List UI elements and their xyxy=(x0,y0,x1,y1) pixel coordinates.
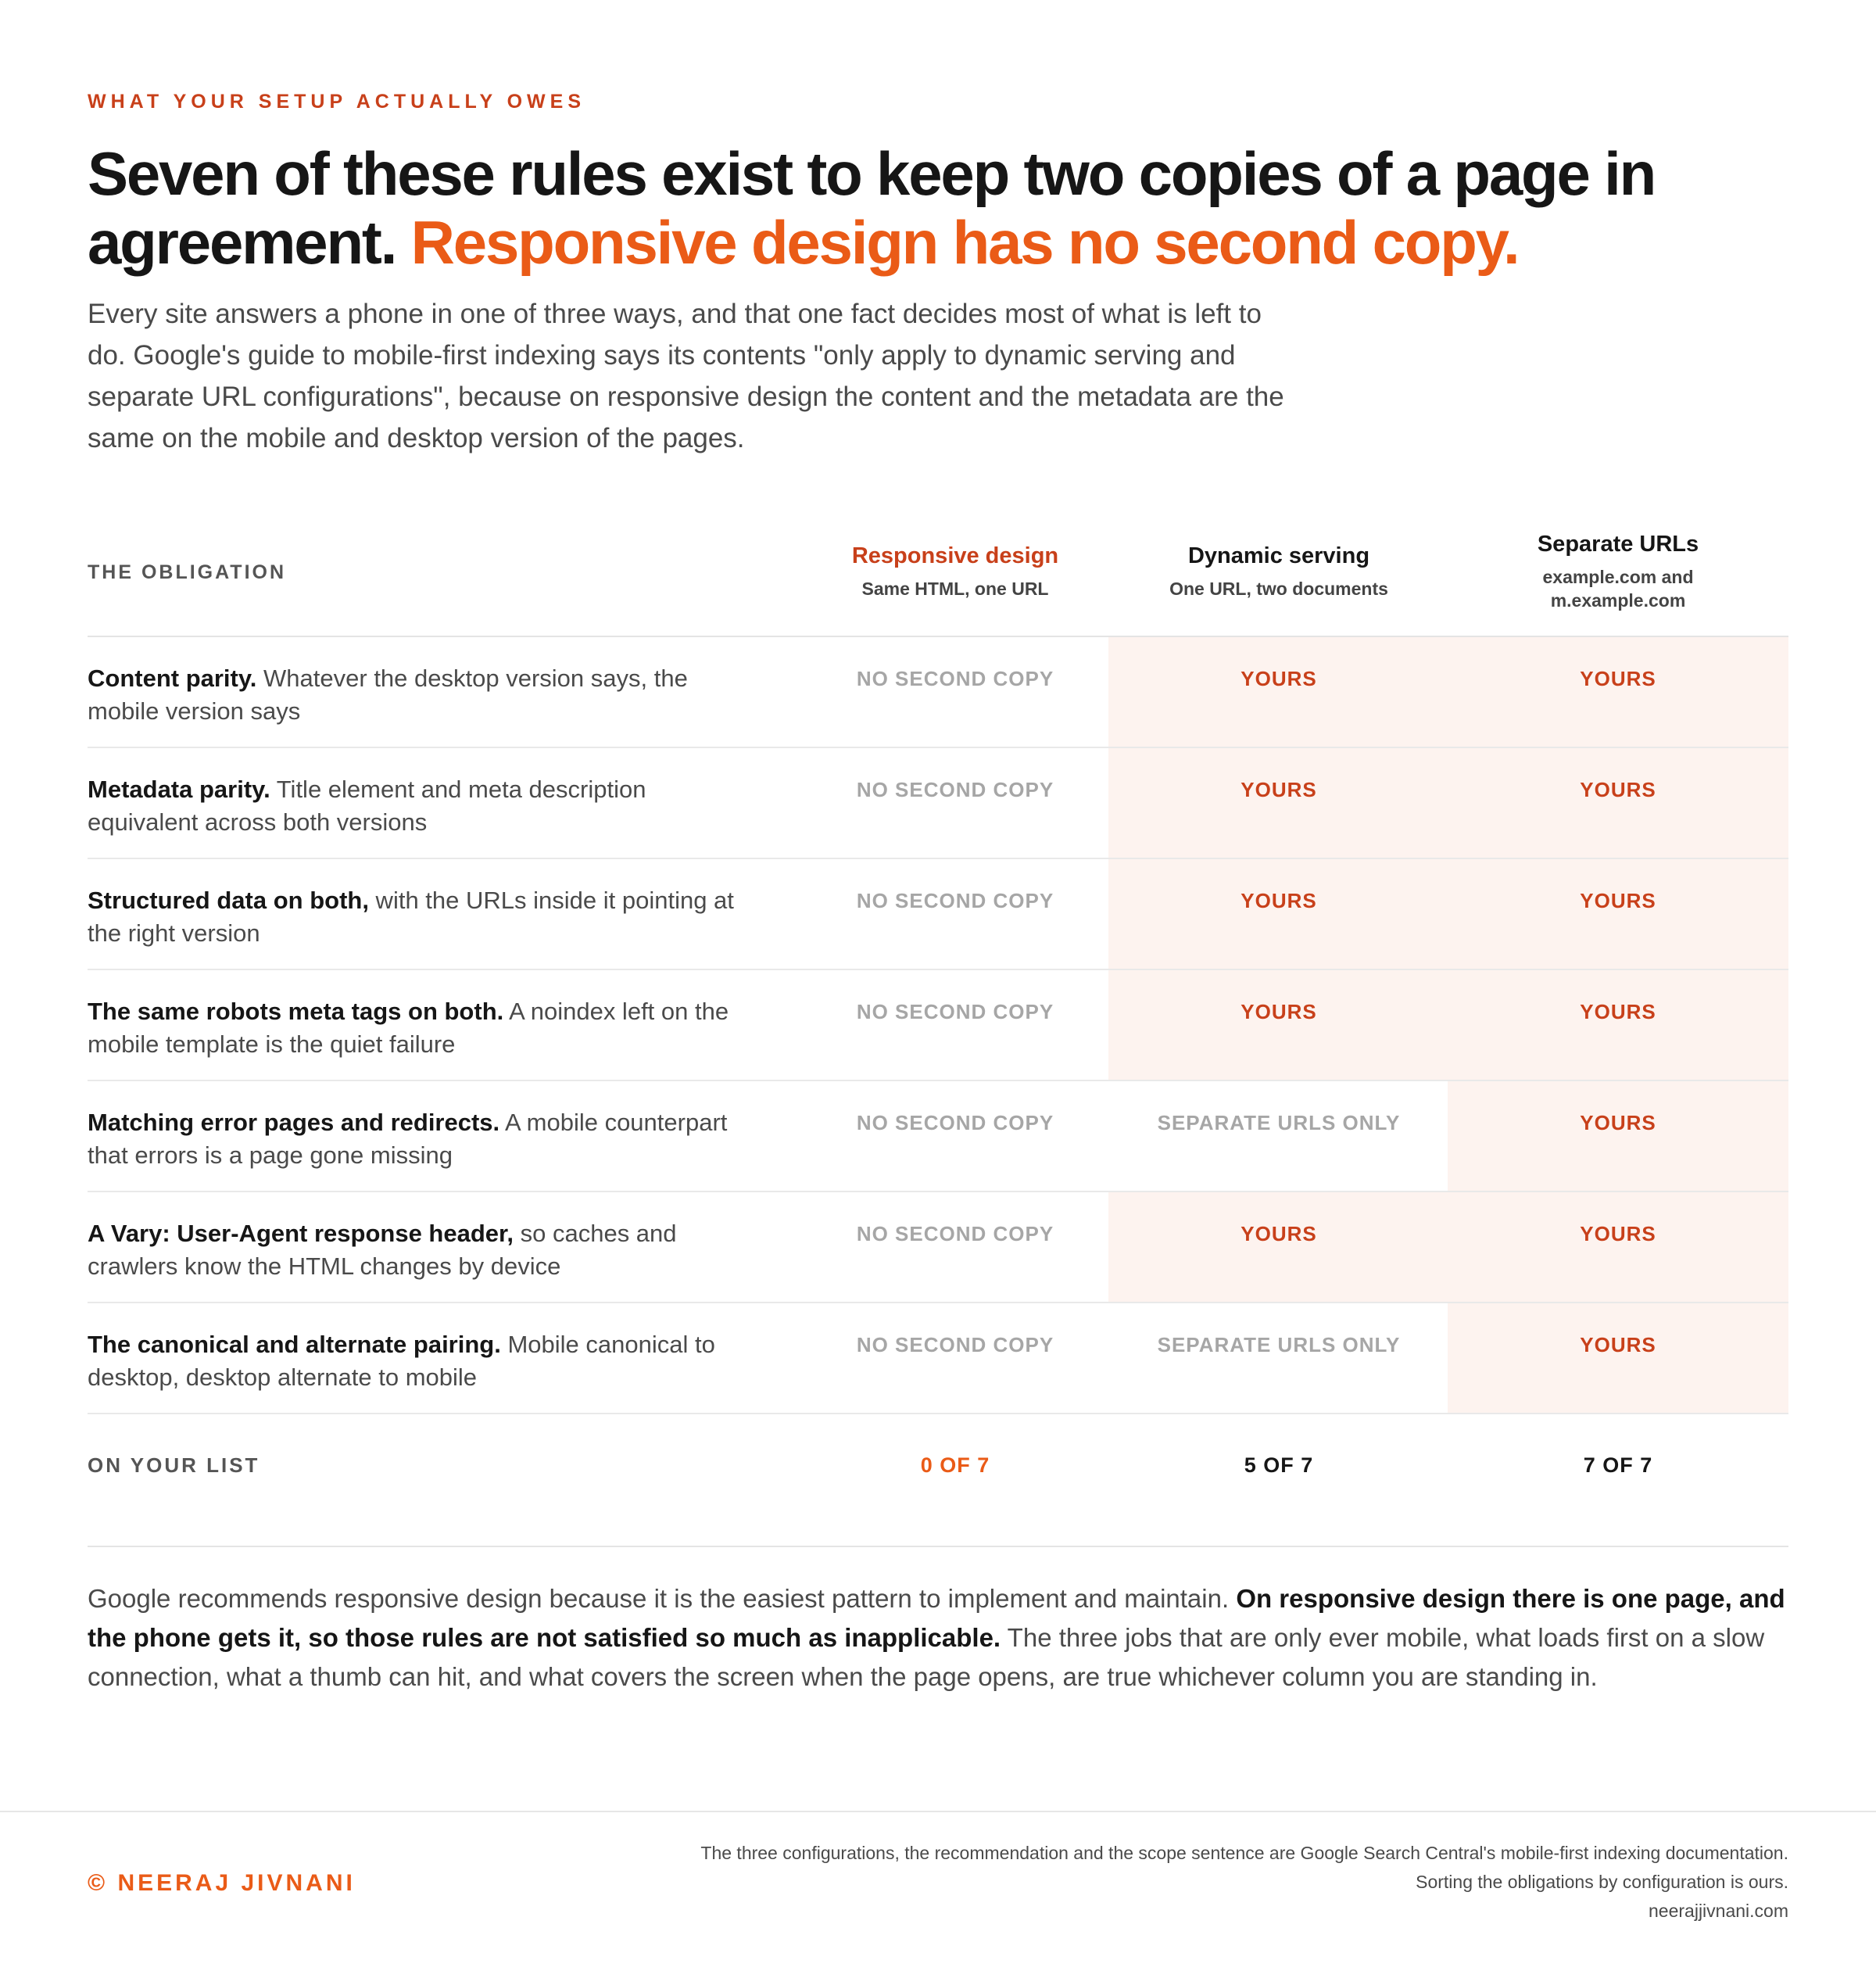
table-row xyxy=(88,748,1788,859)
obligation-detail: Title element and meta description equivalent across both versions xyxy=(88,776,646,836)
obligation-label xyxy=(88,662,760,728)
cell-dynamic: YOURS xyxy=(1241,667,1317,690)
obligation-title: The same robots meta tags on both. xyxy=(88,998,504,1025)
cell-responsive: NO SECOND COPY xyxy=(856,889,1054,912)
headline-main: Seven of these rules exist to keep two copies of a page in agreement. xyxy=(88,139,1656,277)
table-row xyxy=(88,970,1788,1081)
cell-highlight xyxy=(1108,1192,1449,1302)
obligation-label xyxy=(88,1106,760,1172)
cell-dynamic: SEPARATE URLS ONLY xyxy=(1157,1111,1401,1134)
table-row xyxy=(88,1081,1788,1192)
cell-responsive: NO SECOND COPY xyxy=(856,1000,1054,1023)
obligation-label xyxy=(88,995,760,1061)
table-row xyxy=(88,637,1788,748)
eyebrow: WHAT YOUR SETUP ACTUALLY OWES xyxy=(88,91,586,113)
cell-dynamic: YOURS xyxy=(1241,1222,1317,1245)
obligation-detail: A noindex left on the mobile template is the quiet failure xyxy=(88,998,729,1058)
obligation-title: The canonical and alternate pairing. xyxy=(88,1331,501,1358)
column-title: Responsive design xyxy=(851,543,1059,568)
obligation-detail: with the URLs inside it pointing at the right version xyxy=(88,887,734,947)
headline xyxy=(88,139,1792,277)
obligation-detail: A mobile counterpart that errors is a page gone missing xyxy=(88,1109,728,1169)
cell-separate: YOURS xyxy=(1580,889,1656,912)
total-separate: 7 OF 7 xyxy=(1583,1453,1653,1477)
obligation-label xyxy=(88,1217,760,1283)
total-responsive: 0 OF 7 xyxy=(920,1453,990,1477)
cell-responsive: NO SECOND COPY xyxy=(856,1222,1054,1245)
cell-highlight xyxy=(1448,1192,1788,1302)
cell-highlight xyxy=(1448,1303,1788,1413)
cell-highlight xyxy=(1448,748,1788,858)
obligation-title: A Vary: User-Agent response header, xyxy=(88,1220,514,1247)
obligation-title: Matching error pages and redirects. xyxy=(88,1109,500,1136)
obligation-label xyxy=(88,884,760,950)
cell-dynamic: YOURS xyxy=(1241,1000,1317,1023)
cell-separate: YOURS xyxy=(1580,1222,1656,1245)
cell-dynamic: YOURS xyxy=(1241,889,1317,912)
table-row xyxy=(88,1192,1788,1303)
column-subtitle: example.com and m.example.com xyxy=(1542,567,1694,611)
obligation-label xyxy=(88,773,760,839)
total-dynamic: 5 OF 7 xyxy=(1244,1453,1314,1477)
cell-dynamic: SEPARATE URLS ONLY xyxy=(1157,1333,1401,1356)
cell-separate: YOURS xyxy=(1580,1111,1656,1134)
closing-part1: Google recommends responsive design because it is the easiest pattern to implement and maintain. xyxy=(88,1584,1237,1613)
cell-separate: YOURS xyxy=(1580,778,1656,801)
cell-highlight xyxy=(1108,970,1449,1080)
totals-row xyxy=(88,1414,1788,1547)
headline-accent: Responsive design has no second copy. xyxy=(410,208,1519,277)
cell-highlight xyxy=(1108,748,1449,858)
credit-text: The three configurations, the recommendation and the scope sentence are Google Search Central's mobile-first indexing documentation. Sorting the obligations by configuration is ours. xyxy=(700,1843,1788,1892)
footer-divider xyxy=(0,1811,1876,1812)
brand-signature: © NEERAJ JIVNANI xyxy=(88,1870,356,1896)
table-row xyxy=(88,1303,1788,1414)
cell-highlight xyxy=(1448,1081,1788,1191)
column-title: Separate URLs xyxy=(1537,532,1699,557)
table-body xyxy=(88,637,1788,1414)
obligation-title: Structured data on both, xyxy=(88,887,369,914)
table-header xyxy=(88,524,1788,637)
obligation-title: Content parity. xyxy=(88,665,257,692)
cell-responsive: NO SECOND COPY xyxy=(856,1333,1054,1356)
column-header-dynamic xyxy=(1108,543,1449,600)
totals-label: ON YOUR LIST xyxy=(88,1453,260,1477)
column-title: Dynamic serving xyxy=(1187,543,1370,568)
cell-responsive: NO SECOND COPY xyxy=(856,778,1054,801)
closing-part2: The three jobs that are only ever mobile, what loads first on a slow connection, what a thumb can hit, and what covers the screen when the page opens, are true whichever column you are standing in. xyxy=(88,1623,1765,1691)
cell-dynamic: YOURS xyxy=(1241,778,1317,801)
column-header-separate xyxy=(1448,532,1788,612)
obligation-detail: Whatever the desktop version says, the mobile version says xyxy=(88,665,688,725)
obligation-label xyxy=(88,1328,760,1394)
closing-bold: On responsive design there is one page, and the phone gets it, so those rules are not satisfied so much as inapplicable. xyxy=(88,1584,1785,1652)
column-subtitle: Same HTML, one URL xyxy=(861,579,1049,599)
table-row xyxy=(88,859,1788,970)
cell-responsive: NO SECOND COPY xyxy=(856,1111,1054,1134)
cell-responsive: NO SECOND COPY xyxy=(856,667,1054,690)
intro-paragraph: Every site answers a phone in one of three ways, and that one fact decides most of what is left to do. Google's guide to mobile-first indexing says its contents "only apply to dynamic serving and separate URL configurations", because on responsive design the content and the metadata are the same on the mobile and desktop version of the pages. xyxy=(88,299,1284,453)
obligation-detail: Mobile canonical to desktop, desktop alternate to mobile xyxy=(88,1331,715,1391)
obligations-table xyxy=(88,524,1788,1547)
cell-separate: YOURS xyxy=(1580,667,1656,690)
cell-separate: YOURS xyxy=(1580,1000,1656,1023)
cell-separate: YOURS xyxy=(1580,1333,1656,1356)
cell-highlight xyxy=(1448,970,1788,1080)
obligation-detail: so caches and crawlers know the HTML changes by device xyxy=(88,1220,677,1280)
cell-highlight xyxy=(1448,859,1788,969)
site-link[interactable]: neerajjivnani.com xyxy=(1649,1901,1788,1921)
column-header-responsive xyxy=(785,543,1126,600)
cell-highlight xyxy=(1448,637,1788,747)
cell-highlight xyxy=(1108,637,1449,747)
source-credits xyxy=(694,1839,1788,1926)
closing-paragraph xyxy=(88,1579,1792,1697)
cell-highlight xyxy=(1108,859,1449,969)
column-subtitle: One URL, two documents xyxy=(1169,579,1388,599)
obligation-column-header: THE OBLIGATION xyxy=(88,561,287,583)
obligation-title: Metadata parity. xyxy=(88,776,270,803)
